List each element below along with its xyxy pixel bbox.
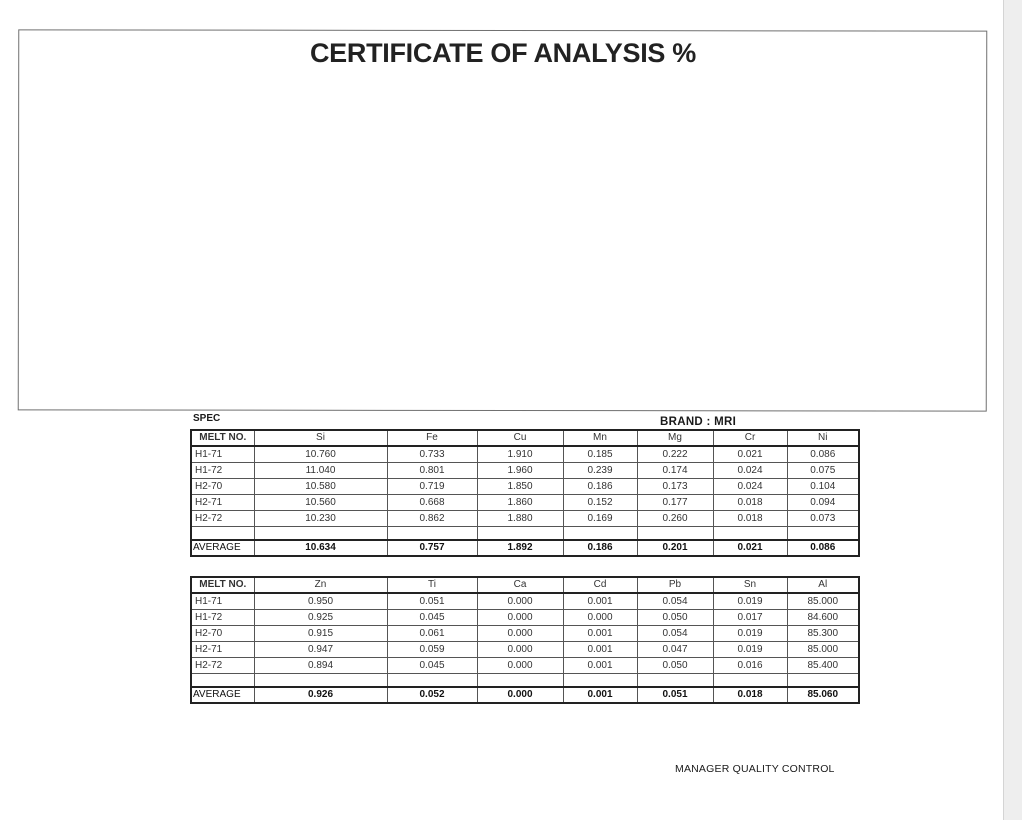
value-cell: 1.850 xyxy=(477,479,563,495)
table-spacer-row xyxy=(191,674,859,688)
row-label-cell: H1-72 xyxy=(191,610,254,626)
value-cell: 0.051 xyxy=(387,593,477,610)
value-cell: 0.174 xyxy=(637,463,713,479)
value-cell: 11.040 xyxy=(254,463,387,479)
value-cell: 0.001 xyxy=(563,658,637,674)
value-cell: 0.894 xyxy=(254,658,387,674)
row-label-cell: H1-71 xyxy=(191,446,254,463)
value-cell: 0.054 xyxy=(637,593,713,610)
value-cell: 84.600 xyxy=(787,610,859,626)
value-cell xyxy=(637,674,713,688)
header-box xyxy=(18,29,988,411)
value-cell: 0.073 xyxy=(787,511,859,527)
row-label-cell xyxy=(191,527,254,541)
row-label-cell: H2-72 xyxy=(191,658,254,674)
value-cell: 1.892 xyxy=(477,540,563,556)
value-cell xyxy=(254,674,387,688)
value-cell: 10.634 xyxy=(254,540,387,556)
value-cell xyxy=(787,674,859,688)
value-cell: 0.000 xyxy=(477,687,563,703)
value-cell xyxy=(477,527,563,541)
value-cell: 0.045 xyxy=(387,610,477,626)
signature-label: MANAGER QUALITY CONTROL xyxy=(675,763,835,775)
row-label-cell: MELT NO. xyxy=(191,430,254,446)
value-cell: 0.222 xyxy=(637,446,713,463)
value-cell: 0.801 xyxy=(387,463,477,479)
value-cell: 0.000 xyxy=(563,610,637,626)
value-cell: 0.052 xyxy=(387,687,477,703)
analysis-table-2 xyxy=(190,576,860,704)
value-cell: 0.668 xyxy=(387,495,477,511)
scan-right-edge xyxy=(1003,0,1022,820)
row-label-cell: AVERAGE xyxy=(191,540,254,556)
value-cell xyxy=(713,527,787,541)
value-cell: 0.017 xyxy=(713,610,787,626)
value-cell: 0.016 xyxy=(713,658,787,674)
table-row xyxy=(191,446,859,463)
value-cell: 0.061 xyxy=(387,626,477,642)
value-cell: 1.960 xyxy=(477,463,563,479)
value-cell xyxy=(563,527,637,541)
value-cell: 0.733 xyxy=(387,446,477,463)
table-average-row xyxy=(191,540,859,556)
table-row xyxy=(191,495,859,511)
value-cell xyxy=(713,674,787,688)
document-title: CERTIFICATE OF ANALYSIS % xyxy=(309,38,697,68)
value-cell: 0.086 xyxy=(787,446,859,463)
value-cell xyxy=(563,674,637,688)
table-row xyxy=(191,463,859,479)
value-cell: 0.862 xyxy=(387,511,477,527)
table-row xyxy=(191,593,859,610)
value-cell: 0.186 xyxy=(563,479,637,495)
row-label-cell: H1-72 xyxy=(191,463,254,479)
value-cell: Mn xyxy=(563,430,637,446)
value-cell: Fe xyxy=(387,430,477,446)
value-cell: 10.560 xyxy=(254,495,387,511)
value-cell: 0.019 xyxy=(713,626,787,642)
value-cell: Ca xyxy=(477,577,563,593)
value-cell: 0.001 xyxy=(563,593,637,610)
value-cell: Cd xyxy=(563,577,637,593)
value-cell: 0.050 xyxy=(637,610,713,626)
value-cell: 0.075 xyxy=(787,463,859,479)
value-cell: 0.021 xyxy=(713,446,787,463)
value-cell: 0.719 xyxy=(387,479,477,495)
row-label-cell: H2-71 xyxy=(191,495,254,511)
value-cell: 0.018 xyxy=(713,511,787,527)
value-cell: 85.400 xyxy=(787,658,859,674)
value-cell: 0.045 xyxy=(387,658,477,674)
value-cell: 0.000 xyxy=(477,593,563,610)
value-cell: 0.185 xyxy=(563,446,637,463)
table-header-row xyxy=(191,577,859,593)
value-cell: 0.000 xyxy=(477,610,563,626)
value-cell: 0.050 xyxy=(637,658,713,674)
value-cell: 10.760 xyxy=(254,446,387,463)
row-label-cell: H2-70 xyxy=(191,479,254,495)
value-cell: 0.925 xyxy=(254,610,387,626)
value-cell: 85.000 xyxy=(787,593,859,610)
value-cell: 0.173 xyxy=(637,479,713,495)
value-cell: Pb xyxy=(637,577,713,593)
value-cell: 0.177 xyxy=(637,495,713,511)
value-cell: 0.019 xyxy=(713,642,787,658)
table-header-row xyxy=(191,430,859,446)
row-label-cell: MELT NO. xyxy=(191,577,254,593)
value-cell: 0.186 xyxy=(563,540,637,556)
value-cell: 0.094 xyxy=(787,495,859,511)
value-cell: 0.001 xyxy=(563,642,637,658)
value-cell: Ti xyxy=(387,577,477,593)
row-label-cell xyxy=(191,674,254,688)
value-cell: Cu xyxy=(477,430,563,446)
value-cell: 0.915 xyxy=(254,626,387,642)
table-row xyxy=(191,511,859,527)
table-row xyxy=(191,610,859,626)
value-cell xyxy=(787,527,859,541)
value-cell: Zn xyxy=(254,577,387,593)
value-cell: 0.239 xyxy=(563,463,637,479)
value-cell xyxy=(637,527,713,541)
value-cell: 0.001 xyxy=(563,626,637,642)
value-cell: 0.024 xyxy=(713,479,787,495)
analysis-table-1 xyxy=(190,429,860,557)
value-cell: 0.054 xyxy=(637,626,713,642)
value-cell xyxy=(254,527,387,541)
row-label-cell: H2-71 xyxy=(191,642,254,658)
value-cell: 0.950 xyxy=(254,593,387,610)
value-cell: Mg xyxy=(637,430,713,446)
value-cell: 0.086 xyxy=(787,540,859,556)
value-cell: 85.000 xyxy=(787,642,859,658)
row-label-cell: AVERAGE xyxy=(191,687,254,703)
value-cell: 0.000 xyxy=(477,626,563,642)
value-cell: 0.047 xyxy=(637,642,713,658)
table-average-row xyxy=(191,687,859,703)
value-cell: 0.000 xyxy=(477,658,563,674)
table-spacer-row xyxy=(191,527,859,541)
spec-label: SPEC xyxy=(193,413,221,424)
table-row xyxy=(191,626,859,642)
value-cell: Cr xyxy=(713,430,787,446)
value-cell: 0.757 xyxy=(387,540,477,556)
row-label-cell: H2-70 xyxy=(191,626,254,642)
value-cell: 0.024 xyxy=(713,463,787,479)
value-cell: Al xyxy=(787,577,859,593)
value-cell: 0.947 xyxy=(254,642,387,658)
value-cell: 0.169 xyxy=(563,511,637,527)
value-cell: Si xyxy=(254,430,387,446)
value-cell: 0.059 xyxy=(387,642,477,658)
value-cell: 1.910 xyxy=(477,446,563,463)
value-cell: 0.018 xyxy=(713,495,787,511)
value-cell: Ni xyxy=(787,430,859,446)
value-cell xyxy=(477,674,563,688)
value-cell: 0.051 xyxy=(637,687,713,703)
value-cell xyxy=(387,674,477,688)
row-label-cell: H2-72 xyxy=(191,511,254,527)
value-cell: 1.860 xyxy=(477,495,563,511)
value-cell: 85.300 xyxy=(787,626,859,642)
value-cell: 0.260 xyxy=(637,511,713,527)
value-cell xyxy=(387,527,477,541)
value-cell: Sn xyxy=(713,577,787,593)
value-cell: 0.018 xyxy=(713,687,787,703)
value-cell: 0.000 xyxy=(477,642,563,658)
table-row xyxy=(191,658,859,674)
value-cell: 10.230 xyxy=(254,511,387,527)
value-cell: 0.104 xyxy=(787,479,859,495)
brand-label: BRAND : MRI xyxy=(660,416,737,428)
value-cell: 0.019 xyxy=(713,593,787,610)
value-cell: 0.152 xyxy=(563,495,637,511)
table-row xyxy=(191,642,859,658)
value-cell: 1.880 xyxy=(477,511,563,527)
value-cell: 0.001 xyxy=(563,687,637,703)
row-label-cell: H1-71 xyxy=(191,593,254,610)
value-cell: 0.926 xyxy=(254,687,387,703)
value-cell: 85.060 xyxy=(787,687,859,703)
table-row xyxy=(191,479,859,495)
value-cell: 10.580 xyxy=(254,479,387,495)
value-cell: 0.021 xyxy=(713,540,787,556)
value-cell: 0.201 xyxy=(637,540,713,556)
